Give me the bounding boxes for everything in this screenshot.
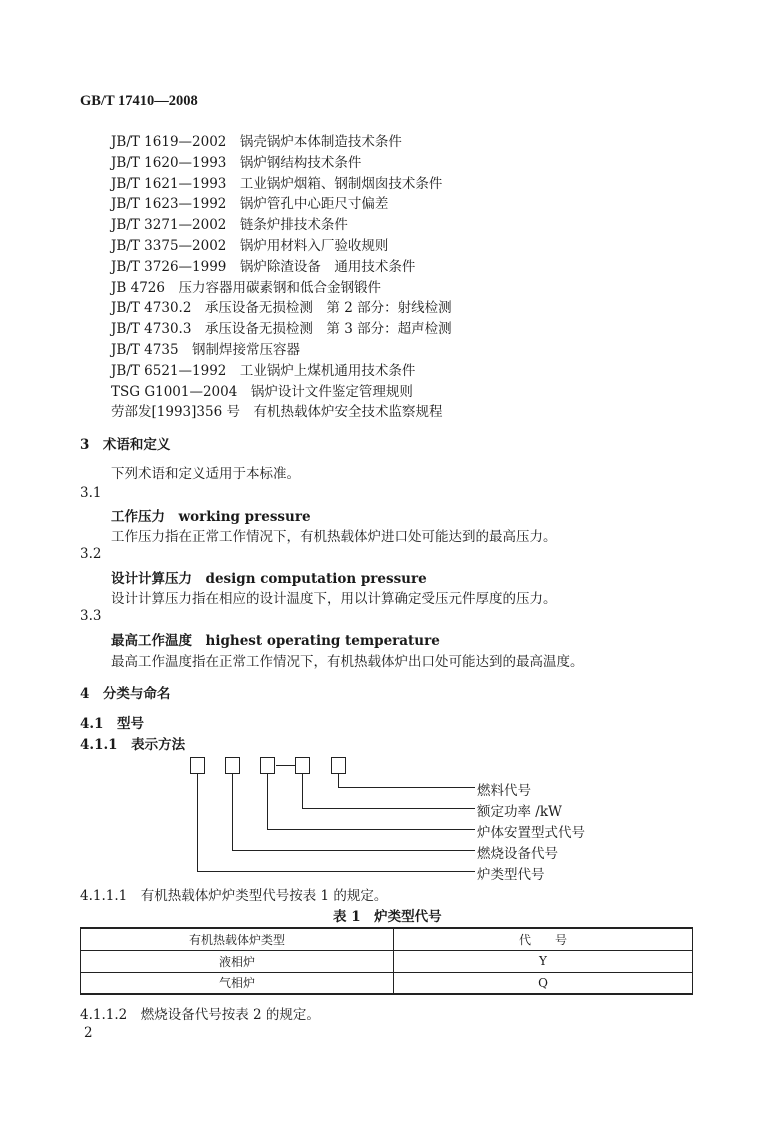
leader-line [197,871,475,872]
subsection-heading: 4.1 型号 [80,716,144,732]
term-title: 工作压力 working pressure [111,509,311,525]
list-item: JB/T 6521—1992 工业锅炉上煤机通用技术条件 [111,363,416,379]
section-heading: 4 分类与命名 [80,686,171,702]
list-item: JB/T 4730.3 承压设备无损检测 第 3 部分：超声检测 [111,321,452,337]
table-cell: 气相炉 [81,972,394,994]
list-item: JB/T 4730.2 承压设备无损检测 第 2 部分：射线检测 [111,300,452,316]
clause-text: 4.1.1.1 有机热载体炉炉类型代号按表 1 的规定。 [80,888,388,904]
page-number: 2 [84,1025,93,1041]
table-cell: 液相炉 [81,950,394,972]
standard-id: GB/T 17410—2008 [80,93,198,109]
term-title: 设计计算压力 design computation pressure [111,571,427,587]
diagram-label: 燃烧设备代号 [477,846,558,862]
leader-line [338,787,475,788]
diagram-label: 燃料代号 [477,783,531,799]
table-header-cell: 有机热载体炉类型 [81,928,394,950]
code-box [190,757,205,774]
hyphen-line [276,765,295,766]
table-cell: Y [394,950,693,972]
list-item: JB/T 1621—1993 工业锅炉烟箱、钢制烟囱技术条件 [111,176,443,192]
leader-line [338,774,339,787]
diagram-label: 额定功率 /kW [477,804,562,820]
table-header-row [81,928,693,950]
leader-line [302,808,475,809]
term-number: 3.1 [80,485,102,501]
leader-line [232,850,475,851]
section-intro: 下列术语和定义适用于本标准。 [111,466,300,482]
leader-line [267,829,475,830]
list-item: JB/T 1623—1992 锅炉管孔中心距尺寸偏差 [111,196,389,212]
diagram-label: 炉体安置型式代号 [477,825,585,841]
list-item: JB/T 1620—1993 锅炉钢结构技术条件 [111,155,362,171]
term-definition: 工作压力指在正常工作情况下，有机热载体炉进口处可能达到的最高压力。 [111,529,557,545]
code-box [225,757,240,774]
furnace-type-table [80,927,693,995]
list-item: TSG G1001—2004 锅炉设计文件鉴定管理规则 [111,384,413,400]
term-number: 3.3 [80,608,102,624]
term-title: 最高工作温度 highest operating temperature [111,633,440,649]
section-heading: 3 术语和定义 [80,437,171,453]
term-definition: 设计计算压力指在相应的设计温度下，用以计算确定受压元件厚度的压力。 [111,591,557,607]
list-item: JB/T 4735 钢制焊接常压容器 [111,342,301,358]
list-item: JB/T 3375—2002 锅炉用材料入厂验收规则 [111,238,389,254]
term-definition: 最高工作温度指在正常工作情况下，有机热载体炉出口处可能达到的最高温度。 [111,654,584,670]
leader-line [232,774,233,850]
leader-line [302,774,303,808]
code-box [260,757,275,774]
subsection-heading: 4.1.1 表示方法 [80,737,186,753]
table-cell: Q [394,972,693,994]
clause-text: 4.1.1.2 燃烧设备代号按表 2 的规定。 [80,1007,320,1023]
list-item: JB/T 1619—2002 锅壳锅炉本体制造技术条件 [111,134,402,150]
code-box [295,757,310,774]
table-row [81,950,693,972]
leader-line [197,774,198,871]
table-caption: 表 1 炉类型代号 [333,909,442,925]
term-number: 3.2 [80,546,102,562]
list-item: 劳部发[1993]356 号 有机热载体炉安全技术监察规程 [111,404,443,420]
list-item: JB/T 3271—2002 链条炉排技术条件 [111,217,348,233]
table-header-cell: 代 号 [394,928,693,950]
leader-line [267,774,268,829]
list-item: JB 4726 压力容器用碳素钢和低合金钢锻件 [111,280,381,296]
list-item: JB/T 3726—1999 锅炉除渣设备 通用技术条件 [111,259,416,275]
code-box [331,757,346,774]
diagram-label: 炉类型代号 [477,867,545,883]
table-row [81,972,693,994]
